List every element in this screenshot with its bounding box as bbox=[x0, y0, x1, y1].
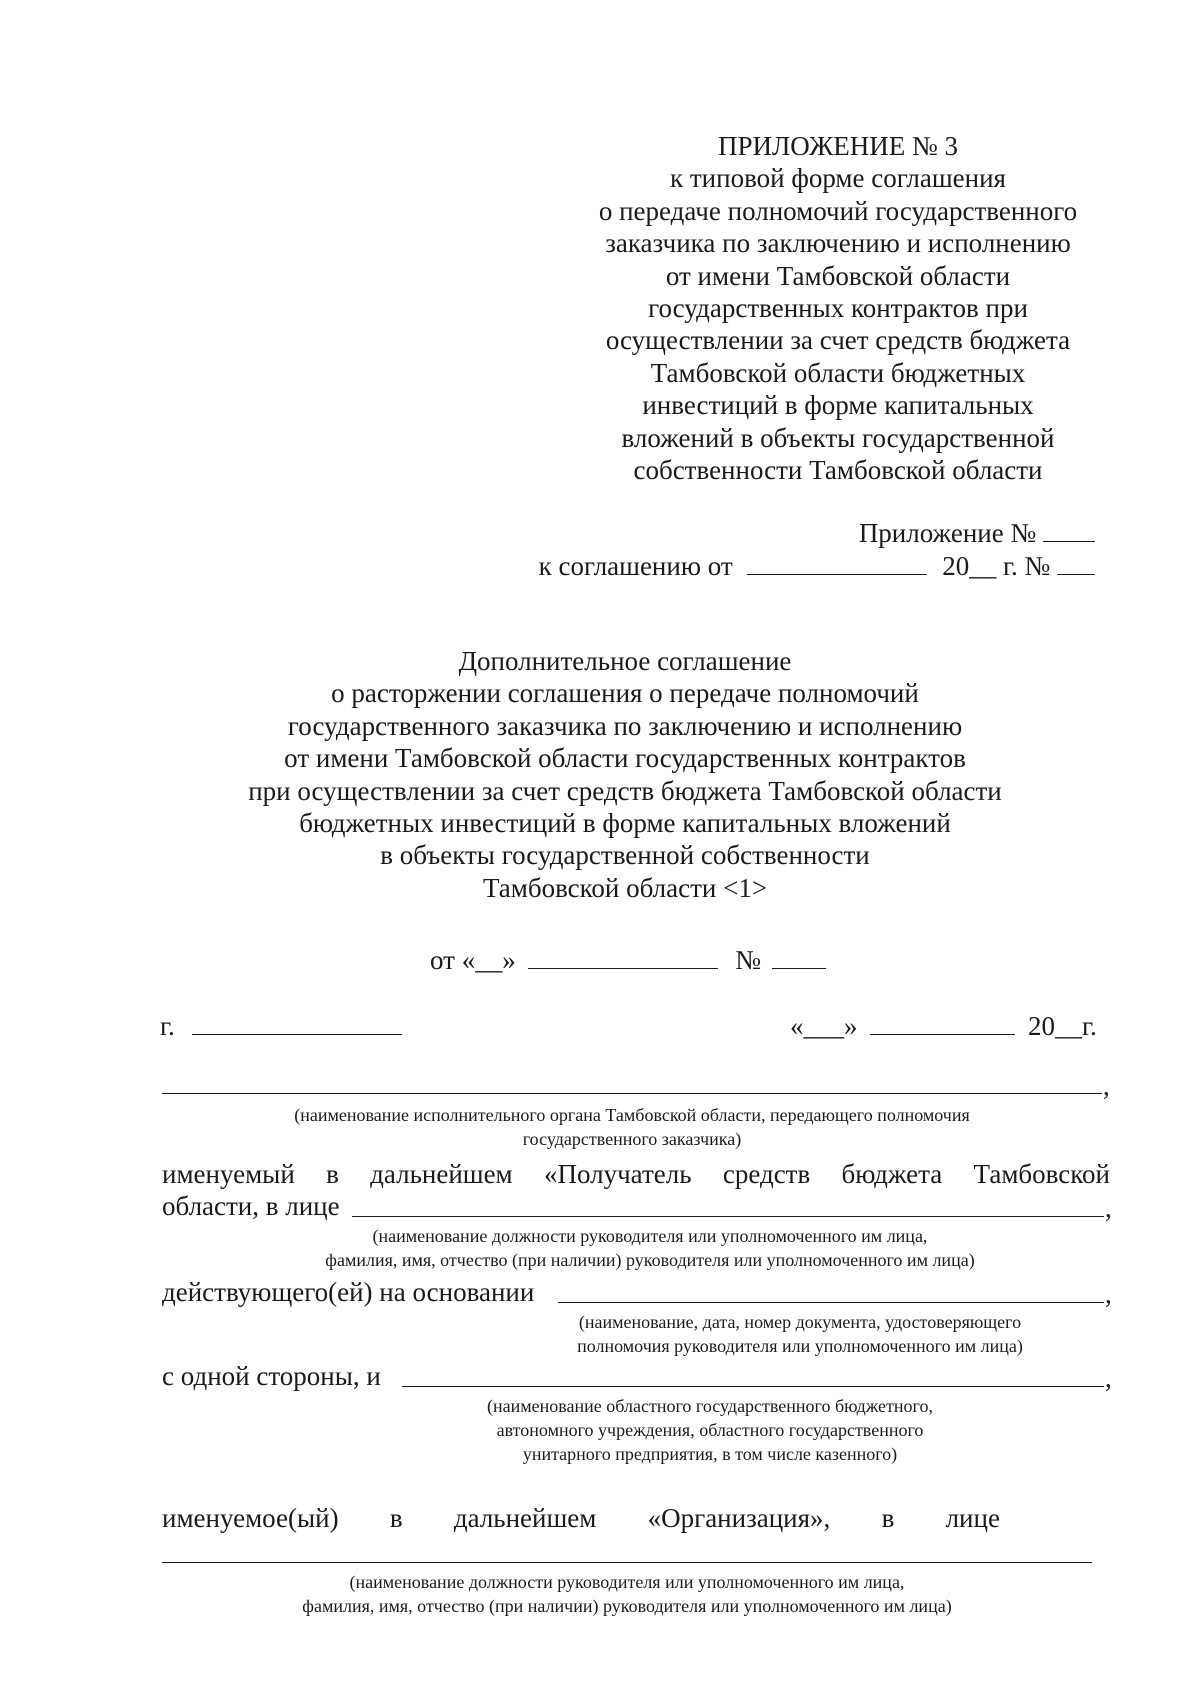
word: дальнейшем bbox=[453, 1503, 597, 1533]
caption-organization bbox=[380, 1394, 1040, 1466]
comma: , bbox=[1103, 1071, 1110, 1101]
appendix-line: Тамбовской области бюджетных bbox=[650, 357, 1026, 388]
title-line: о расторжении соглашения о передаче полномочий bbox=[331, 678, 919, 709]
document-title bbox=[160, 645, 1090, 904]
caption-line: государственного заказчика) bbox=[522, 1129, 742, 1149]
caption-line: фамилия, имя, отчество (при наличии) руководителя или уполномоченного им лица) bbox=[325, 1250, 975, 1270]
agreement-year-label: 20__ г. № bbox=[942, 551, 1051, 581]
appendix-line: вложений в объекты государственной bbox=[621, 422, 1055, 453]
title-line: бюджетных инвестиций в форме капитальных вложений bbox=[299, 808, 951, 839]
organization-blank bbox=[402, 1386, 1104, 1387]
caption-line: (наименование, дата, номер документа, удостоверяющего bbox=[578, 1312, 1022, 1332]
word: дальнейшем bbox=[370, 1159, 513, 1189]
caption-acting-basis bbox=[500, 1310, 1100, 1358]
named-row-recipient bbox=[162, 1158, 1110, 1191]
appendix-line: государственных контрактов при bbox=[648, 293, 1028, 324]
caption-line: (наименование областного государственного бюджетного, bbox=[487, 1396, 933, 1416]
agreement-date-blank bbox=[747, 552, 927, 575]
title-line: при осуществлении за счет средств бюджета Тамбовской области bbox=[248, 775, 1002, 806]
number-label: № bbox=[735, 945, 761, 975]
one-side-label: с одной стороны, и bbox=[162, 1361, 381, 1391]
city-line bbox=[160, 1010, 402, 1043]
appendix-line: осуществлении за счет средств бюджета bbox=[605, 325, 1071, 356]
word: именуемый bbox=[162, 1159, 295, 1189]
caption-line: (наименование исполнительного органа Тамбовской области, передающего полномочия bbox=[294, 1105, 970, 1125]
caption-line: автономного учреждения, областного государственного bbox=[496, 1420, 924, 1440]
place-year: 20__г. bbox=[1028, 1011, 1097, 1041]
recipient-person-blank bbox=[352, 1216, 1104, 1217]
appendix-line: собственности Тамбовской области bbox=[633, 455, 1043, 486]
title-line: государственного заказчика по заключению и исполнению bbox=[287, 710, 963, 741]
attachment-label: Приложение № bbox=[858, 518, 1037, 548]
word: именуемое(ый) bbox=[162, 1503, 339, 1533]
city-prefix: г. bbox=[160, 1011, 175, 1041]
word: «Организация», bbox=[647, 1503, 831, 1533]
word: в bbox=[881, 1503, 895, 1533]
executive-body-blank bbox=[162, 1093, 1102, 1094]
word: Тамбовской bbox=[973, 1159, 1110, 1189]
acting-label: действующего(ей) на основании bbox=[162, 1277, 535, 1307]
caption-line: (наименование должности руководителя или уполномоченного им лица, bbox=[372, 1226, 928, 1246]
date-number-line bbox=[430, 944, 826, 977]
title-line: Дополнительное соглашение bbox=[458, 646, 792, 676]
comma: , bbox=[1105, 1363, 1112, 1393]
city-blank bbox=[192, 1012, 402, 1035]
month-blank bbox=[870, 1012, 1015, 1035]
comma: , bbox=[1105, 1279, 1112, 1309]
title-line: от имени Тамбовской области государственных контрактов bbox=[284, 743, 966, 774]
acting-basis-blank bbox=[558, 1302, 1104, 1303]
agreement-number-blank bbox=[1057, 552, 1095, 575]
caption-line: полномочия руководителя или уполномоченного им лица) bbox=[577, 1336, 1023, 1356]
word: лице bbox=[945, 1503, 1000, 1533]
date-from-label: от «__» bbox=[430, 945, 516, 975]
word: «Получатель bbox=[543, 1159, 692, 1189]
word: бюджета bbox=[841, 1159, 943, 1189]
appendix-line: от имени Тамбовской области bbox=[665, 260, 1011, 291]
appendix-header bbox=[588, 130, 1088, 486]
appendix-line: ПРИЛОЖЕНИЕ № 3 bbox=[717, 131, 959, 161]
caption-organization-person bbox=[162, 1570, 1092, 1618]
title-line: в объекты государственной собственности bbox=[380, 840, 870, 871]
caption-recipient-person bbox=[180, 1224, 1120, 1272]
attachment-number-blank bbox=[1043, 519, 1095, 542]
word: в bbox=[389, 1503, 403, 1533]
caption-line: фамилия, имя, отчество (при наличии) руководителя или уполномоченного им лица) bbox=[302, 1596, 952, 1616]
place-date-line bbox=[790, 1010, 1097, 1043]
attachment-reference bbox=[539, 517, 1095, 583]
appendix-line: заказчика по заключению и исполнению bbox=[605, 228, 1071, 259]
word: в bbox=[326, 1159, 339, 1189]
caption-line: (наименование должности руководителя или уполномоченного им лица, bbox=[349, 1572, 905, 1592]
region-person-label: области, в лице bbox=[162, 1191, 340, 1221]
day-quotes: «___» bbox=[790, 1011, 858, 1041]
title-line: Тамбовской области <1> bbox=[482, 872, 768, 903]
caption-executive-body bbox=[162, 1103, 1102, 1151]
caption-line: унитарного предприятия, в том числе казенного) bbox=[522, 1444, 898, 1464]
to-agreement-label: к соглашению от bbox=[538, 551, 733, 581]
organization-person-blank bbox=[162, 1562, 1092, 1563]
number-blank bbox=[772, 946, 826, 969]
appendix-line: о передаче полномочий государственного bbox=[598, 195, 1078, 226]
date-blank bbox=[528, 946, 718, 969]
appendix-line: инвестиций в форме капитальных bbox=[642, 390, 1034, 421]
named-row-organization bbox=[162, 1502, 1000, 1535]
appendix-line: к типовой форме соглашения bbox=[670, 163, 1006, 194]
comma: , bbox=[1105, 1193, 1112, 1223]
attachment-label-row bbox=[539, 517, 1095, 550]
attachment-agreement-row bbox=[539, 550, 1095, 583]
word: средств bbox=[722, 1159, 811, 1189]
